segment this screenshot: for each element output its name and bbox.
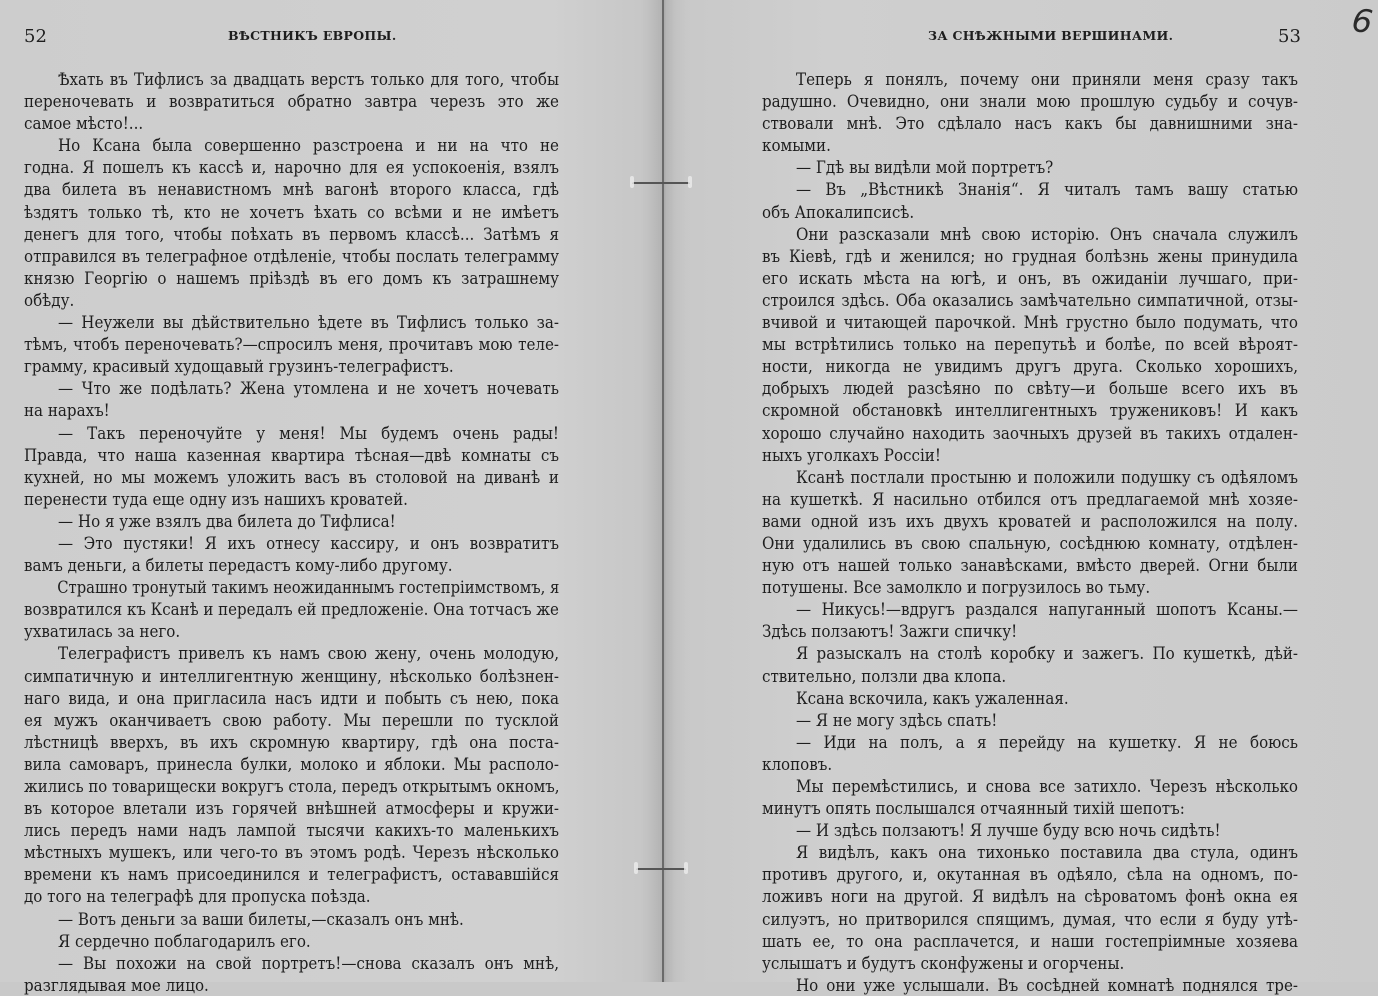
text-line: — Гдѣ вы видѣли мой портретъ? [796, 157, 1054, 178]
text-line: тѣмъ, чтобъ переночевать?—спросилъ меня, прочитавъ мою теле- [24, 334, 559, 355]
text-line: въ которое влетали изъ горячей внѣшней атмосферы и кружи- [24, 798, 559, 819]
text-line: мы встрѣтились только на перепутьѣ и болѣе, по всей вѣроят- [762, 334, 1298, 355]
text-line: Но Ксана была совершенно разстроена и ни на что не [58, 135, 559, 156]
text-line: Телеграфистъ привелъ къ намъ свою жену, очень молодую, [58, 643, 559, 664]
text-line: до того на телеграфѣ для пропуска поѣзда. [24, 886, 371, 907]
text-line: ухватилась за него. [24, 621, 181, 642]
text-line: лись передъ нами надъ лампой тысячи какихъ-то маленькихъ [24, 820, 559, 841]
text-line: два билета въ ненавистномъ мнѣ вагонѣ второго класса, гдѣ [24, 179, 559, 200]
text-line: въ Кіевѣ, гдѣ и женился; но грудная болѣзнь жены принудила [762, 245, 1298, 266]
text-line: — И здѣсь ползаютъ! Я лучше буду всю ночь сидѣть! [796, 820, 1221, 841]
text-line: денегъ для того, чтобы поѣхать въ первомъ классѣ... Затѣмъ я [24, 223, 559, 244]
text-line: отправился въ телеграфное отдѣленіе, чтобы послать телеграмму [24, 245, 559, 266]
text-line: услышатъ и будутъ сконфужены и огорчены. [762, 952, 1125, 973]
text-line: на нарахъ! [24, 400, 110, 421]
text-line: Мы перемѣстились, и снова все затихло. Черезъ нѣсколько [796, 776, 1298, 796]
text-line: — Такъ переночуйте у меня! Мы будемъ очень рады! [58, 422, 559, 443]
text-line: Но они уже услышали. Въ сосѣдней комнатѣ поднялся тре- [796, 974, 1298, 995]
text-line: — Въ „Вѣстникѣ Знанія“. Я читалъ тамъ вашу статью [796, 179, 1298, 200]
text-line: ную отъ нашей только занавѣсками, вмѣсто дверей. Огни были [762, 555, 1298, 576]
right-page [688, 0, 1378, 995]
text-line: Я разыскалъ на столѣ коробку и зажегъ. По кушеткѣ, дѣй- [796, 643, 1298, 664]
text-line: мѣстныхъ мушекъ, или чего-то въ этомъ родѣ. Черезъ нѣсколько [24, 842, 559, 863]
text-line: вами одной изъ ихъ двухъ кроватей и расположился на полу. [762, 510, 1298, 531]
text-line: обѣду. [24, 289, 75, 310]
text-line: годна. Я пошелъ къ кассѣ и, нарочно для ея успокоенія, взялъ [24, 157, 559, 178]
text-line: Я сердечно поблагодарилъ его. [58, 930, 311, 951]
text-line: комыми. [762, 135, 831, 156]
text-line: хорошо случайно находить заочныхъ друзей въ такихъ отдален- [762, 422, 1298, 443]
text-line: его искать мѣста на югѣ, и онъ, въ ожиданіи лучшаго, при- [762, 267, 1298, 288]
text-line: — Неужели вы дѣйствительно ѣдете въ Тифлисъ только за- [58, 312, 559, 333]
text-line: перенести туда еще одну изъ нашихъ кроватей. [24, 488, 408, 509]
text-line: Ксанѣ постлали простыню и положили подушку съ одѣяломъ [796, 466, 1298, 487]
text-line: Ѣхать въ Тифлисъ за двадцать верстъ только для того, чтобы [58, 69, 559, 89]
text-line: Ксана вскочила, какъ ужаленная. [796, 687, 1069, 708]
text-line: лѣстницѣ вверхъ, въ ихъ скромную квартиру, гдѣ она поста- [24, 731, 559, 752]
text-line: ствовали мнѣ. Это сдѣлало насъ какъ бы давнишними зна- [762, 113, 1298, 134]
text-line: вамъ деньги, а билеты передастъ кому-либо другому. [24, 555, 453, 576]
text-line: — Вотъ деньги за ваши билеты,—сказалъ онъ мнѣ. [58, 908, 464, 929]
text-line: князю Георгію о нашемъ пріѣздѣ въ его домъ къ затрашнему [24, 267, 559, 288]
text-line: — Но я уже взялъ два билета до Тифлиса! [58, 510, 396, 531]
text-line: скромной обстановкѣ интеллигентныхъ тружениковъ! И какъ [762, 400, 1298, 421]
text-line: — Вы похожи на свой портретъ!—снова сказалъ онъ мнѣ, [58, 952, 559, 973]
text-line: минутъ опять послышался отчаянный тихій шепотъ: [762, 798, 1185, 819]
text-line: противъ другого, и, окутанная въ одѣяло, сѣла на одномъ, по- [762, 864, 1298, 885]
text-line: радушно. Очевидно, они знали мою прошлую судьбу и сочув- [762, 91, 1298, 112]
text-line: — Это пустяки! Я ихъ отнесу кассиру, и онъ возвратитъ [58, 532, 559, 553]
text-line: на кушеткѣ. Я насильно отбился отъ предлагаемой мнѣ хозяе- [762, 488, 1298, 509]
running-head: ЗА СНѢЖНЫМИ ВЕРШИНАМИ. [928, 28, 1174, 43]
text-line: Они удалились въ свою спальную, сосѣднюю комнату, отдѣлен- [762, 532, 1298, 553]
text-line: кухней, но мы можемъ уложить васъ въ столовой на диванѣ и [24, 466, 559, 487]
text-line: добрыхъ людей разсѣяно по свѣту—и больше всего ихъ въ [762, 378, 1298, 399]
text-line: вчивой и читающей парочкой. Мнѣ грустно было подумать, что [762, 312, 1298, 333]
text-line: Страшно тронутый такимъ неожиданнымъ гостепріимствомъ, я [57, 577, 560, 598]
left-page [0, 0, 640, 995]
text-line: самое мѣсто!... [24, 113, 144, 134]
text-line: — Иди на полъ, а я перейду на кушетку. Я не боюсь [796, 731, 1298, 752]
text-line: Правда, что наша казенная квартира тѣсная—двѣ комнаты съ [24, 444, 559, 465]
running-head: ВѢСТНИКЪ ЕВРОПЫ. [228, 28, 397, 43]
handwritten-margin-annotation: 6 [1349, 0, 1375, 42]
text-line: возвратился къ Ксанѣ и передалъ ей предложеніе. Она тотчасъ же [24, 599, 559, 620]
text-line: наго вида, и она пригласила насъ идти и побыть съ нею, пока [24, 687, 559, 708]
page-body-text [24, 68, 559, 996]
gutter-shadow [640, 0, 688, 982]
text-line: клоповъ. [762, 753, 833, 774]
staple-bottom [636, 868, 686, 876]
page-number: 52 [24, 26, 47, 47]
text-line: ложивъ ноги на другой. Я видѣлъ на сѣроватомъ фонѣ окна ея [762, 886, 1298, 907]
text-line: объ Апокалипсисѣ. [762, 201, 915, 222]
text-line: ности, никогда не увидимъ другъ друга. Сколько хорошихъ, [762, 356, 1298, 377]
text-line: ея мужъ оканчиваетъ свою работу. Мы перешли по тусклой [24, 709, 559, 730]
page-number: 53 [1278, 26, 1301, 47]
text-line: — Никусь!—вдругъ раздался напуганный шопотъ Ксаны.— [796, 599, 1298, 620]
text-line: Теперь я понялъ, почему они приняли меня сразу такъ [796, 69, 1298, 89]
page-body-text [762, 68, 1298, 996]
text-line: ныхъ уголкахъ Россіи! [762, 444, 941, 465]
text-line: времени къ намъ присоединился и телеграфистъ, остававшійся [24, 864, 559, 885]
text-line: ствительно, ползли два клопа. [762, 665, 1007, 686]
staple-top [632, 182, 690, 190]
text-line: строился здѣсь. Оба оказались замѣчательно симпатичной, отзы- [762, 289, 1298, 310]
text-line: Они разсказали мнѣ свою исторію. Онъ сначала служилъ [796, 223, 1298, 244]
text-line: потушены. Все замолкло и погрузилось во тьму. [762, 577, 1151, 598]
text-line: — Я не могу здѣсь спать! [796, 709, 998, 730]
text-line: вила самоваръ, принесла булки, молоко и яблоки. Мы располо- [24, 753, 559, 774]
text-line: Я видѣлъ, какъ она тихонько поставила два стула, одинъ [796, 842, 1298, 863]
text-line: Здѣсь ползаютъ! Зажги спичку! [762, 621, 1018, 642]
text-line: жились по товарищески вокругъ стола, передъ открытымъ окномъ, [24, 776, 560, 796]
book-gutter [662, 0, 664, 982]
text-line: шать ее, то она расплачется, и наши гостепріимные хозяева [762, 930, 1298, 951]
text-line: грамму, красивый худощавый грузинъ-телеграфистъ. [24, 356, 454, 377]
text-line: ѣздятъ только тѣ, кто не хочетъ ѣхать со всѣми и не имѣетъ [24, 201, 559, 222]
text-line: — Что же подѣлать? Жена утомлена и не хочетъ ночевать [58, 378, 559, 399]
text-line: симпатичную и интеллигентную женщину, нѣсколько болѣзнен- [24, 665, 559, 686]
text-line: разглядывая мое лицо. [24, 974, 209, 995]
text-line: переночевать и возвратиться обратно завтра черезъ это же [24, 91, 559, 112]
text-line: силуэтъ, но притворился спящимъ, думая, что если я буду утѣ- [762, 908, 1298, 929]
